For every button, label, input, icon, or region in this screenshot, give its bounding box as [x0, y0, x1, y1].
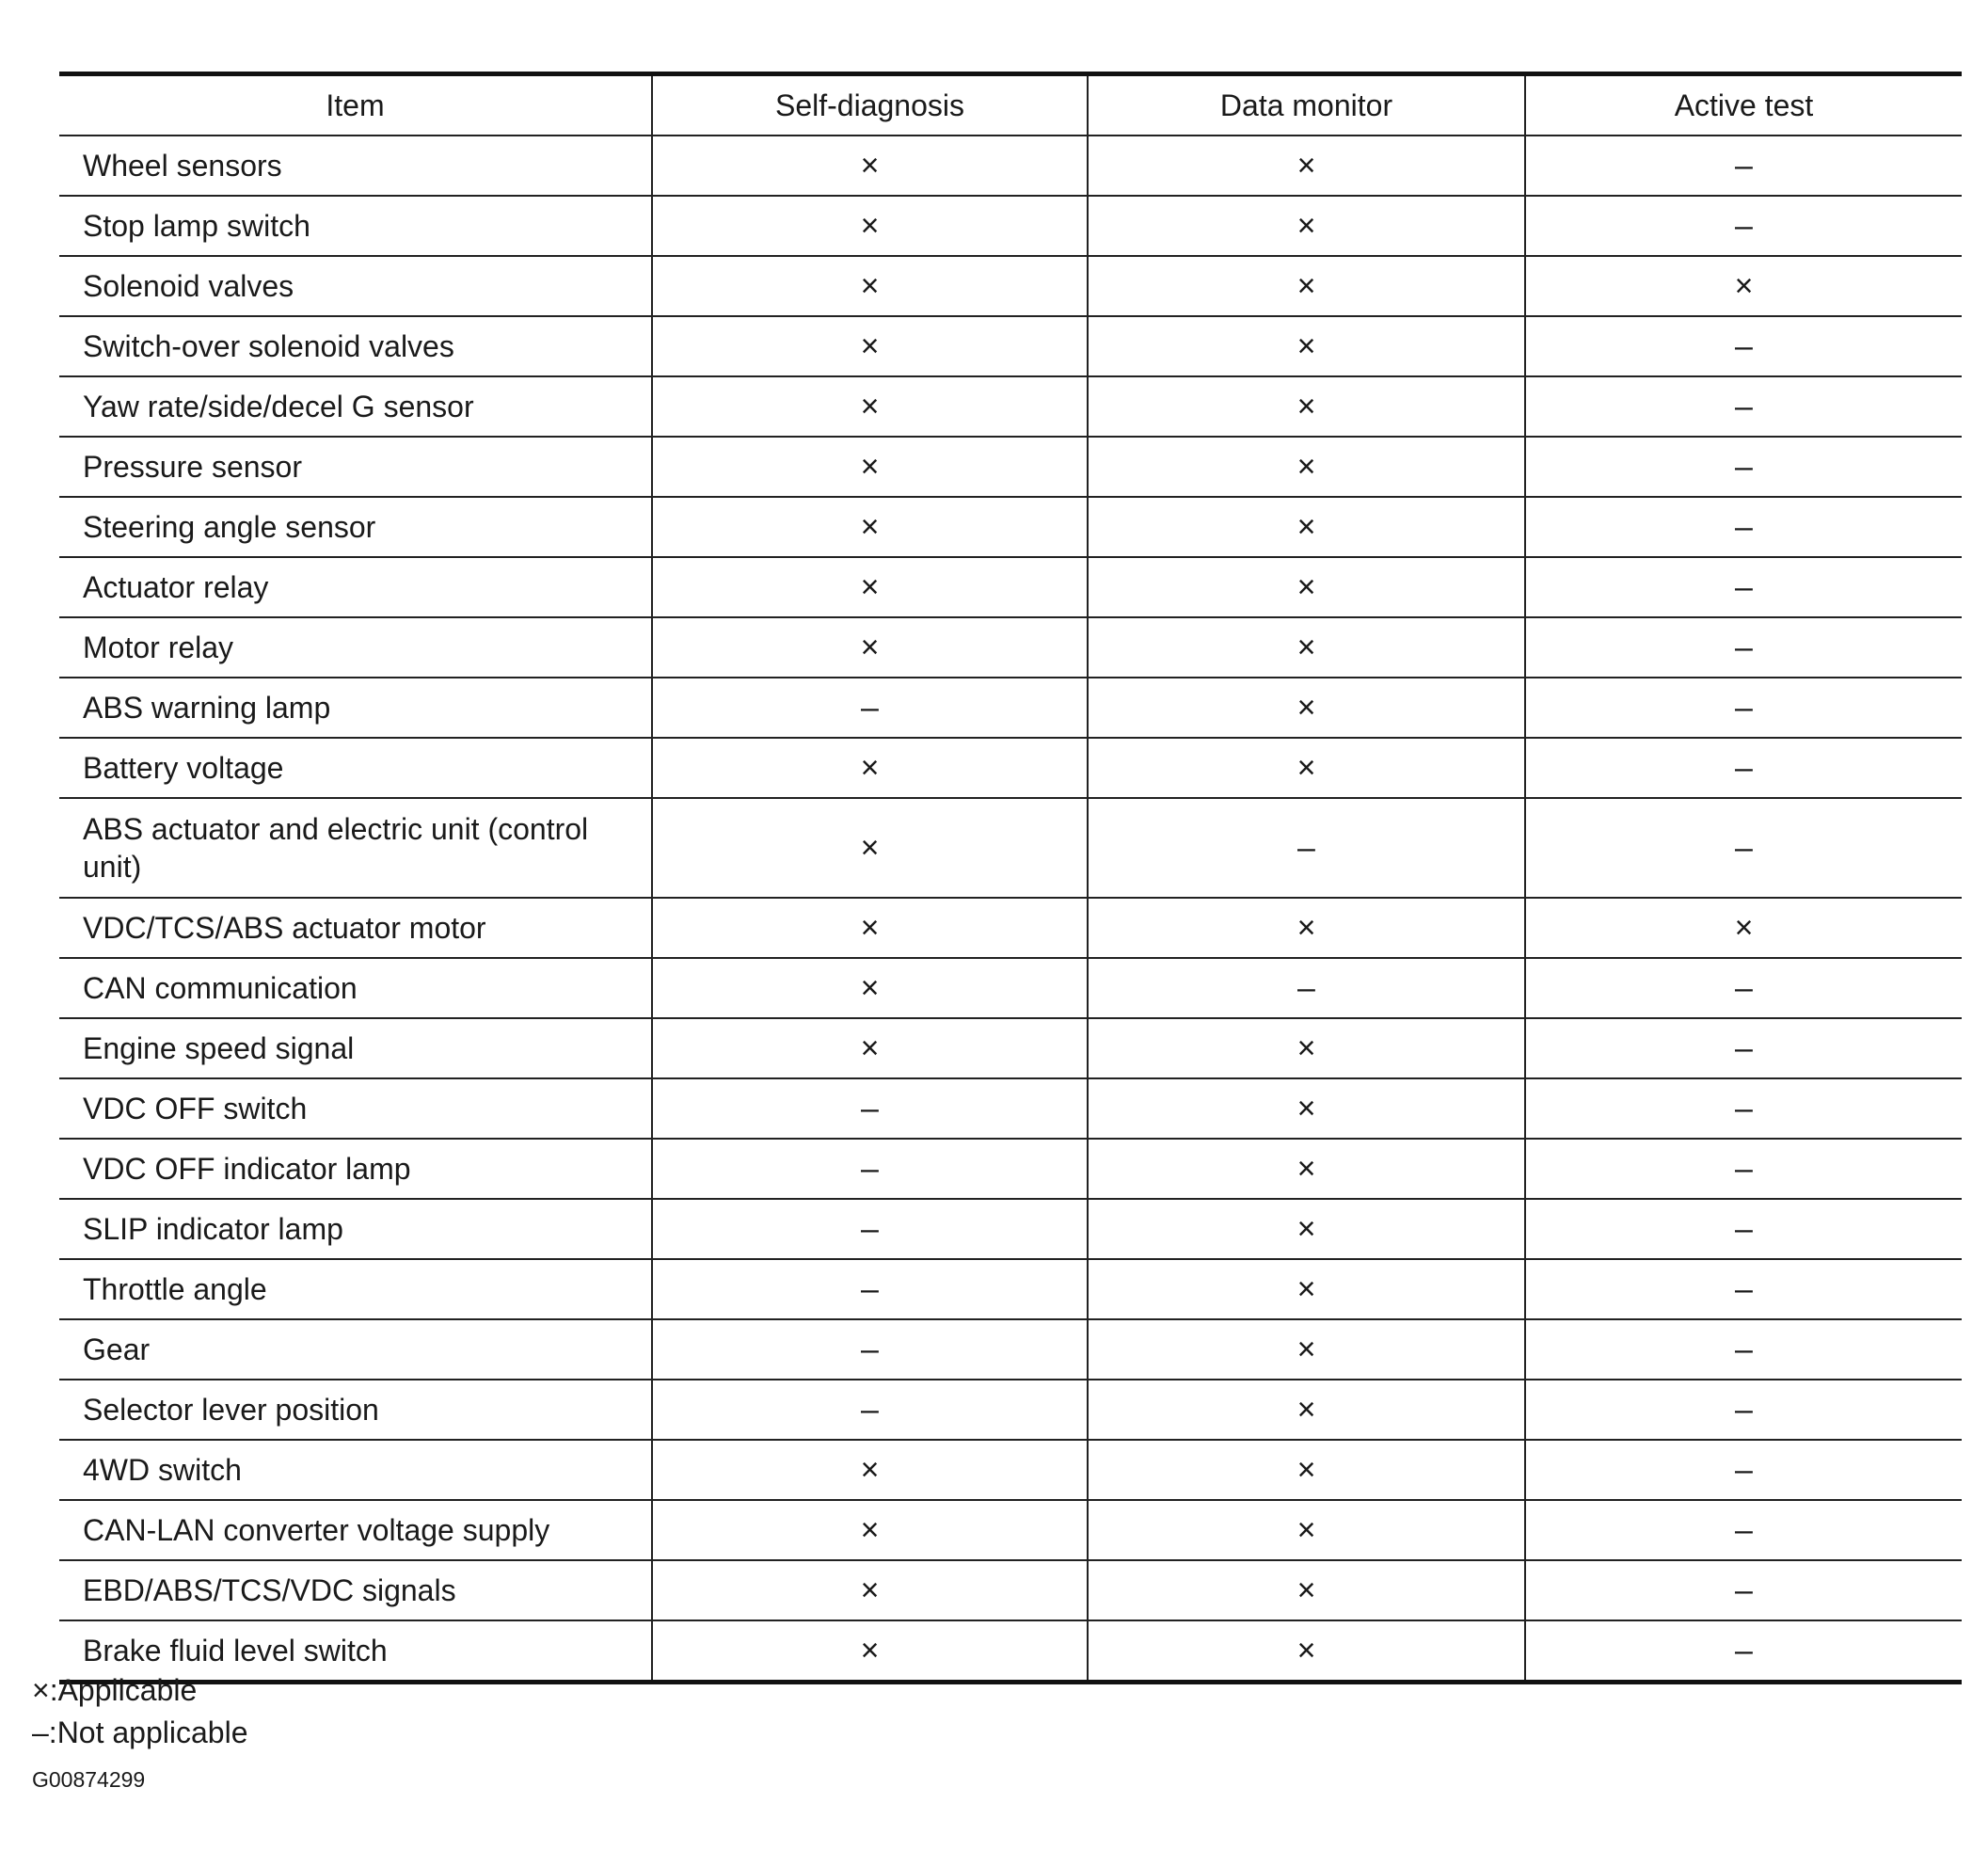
active-test-cell: ×	[1525, 898, 1962, 958]
data-monitor-cell: ×	[1088, 1259, 1525, 1319]
data-monitor-cell: ×	[1088, 1199, 1525, 1259]
self-diagnosis-cell: ×	[652, 958, 1088, 1018]
data-monitor-cell: ×	[1088, 1018, 1525, 1078]
data-monitor-cell: ×	[1088, 196, 1525, 256]
item-cell: Selector lever position	[59, 1380, 652, 1440]
active-test-cell: –	[1525, 1440, 1962, 1500]
table-row	[59, 738, 1962, 798]
self-diagnosis-cell: –	[652, 678, 1088, 738]
active-test-cell: –	[1525, 1380, 1962, 1440]
data-monitor-cell: ×	[1088, 1500, 1525, 1560]
table-row	[59, 1259, 1962, 1319]
table-row	[59, 316, 1962, 376]
item-cell: CAN-LAN converter voltage supply	[59, 1500, 652, 1560]
item-cell: VDC OFF switch	[59, 1078, 652, 1139]
data-monitor-cell: ×	[1088, 617, 1525, 678]
data-monitor-cell: ×	[1088, 1440, 1525, 1500]
active-test-cell: –	[1525, 1319, 1962, 1380]
active-test-cell: –	[1525, 738, 1962, 798]
table-row	[59, 1018, 1962, 1078]
item-cell: Motor relay	[59, 617, 652, 678]
self-diagnosis-cell: ×	[652, 1560, 1088, 1620]
active-test-cell: –	[1525, 196, 1962, 256]
item-cell: Switch-over solenoid valves	[59, 316, 652, 376]
data-monitor-cell: ×	[1088, 1078, 1525, 1139]
self-diagnosis-cell: ×	[652, 376, 1088, 437]
active-test-cell: –	[1525, 1199, 1962, 1259]
legend-applicable: ×:Applicable	[32, 1673, 198, 1707]
header-active-test: Active test	[1525, 74, 1962, 136]
data-monitor-cell: ×	[1088, 1620, 1525, 1683]
item-cell: SLIP indicator lamp	[59, 1199, 652, 1259]
active-test-cell: –	[1525, 617, 1962, 678]
table-row	[59, 1139, 1962, 1199]
table-row	[59, 497, 1962, 557]
data-monitor-cell: ×	[1088, 898, 1525, 958]
self-diagnosis-cell: ×	[652, 1500, 1088, 1560]
table-header-row	[59, 74, 1962, 136]
table-row	[59, 136, 1962, 196]
item-cell: Pressure sensor	[59, 437, 652, 497]
data-monitor-cell: ×	[1088, 738, 1525, 798]
data-monitor-cell: ×	[1088, 316, 1525, 376]
item-cell: Brake fluid level switch	[59, 1620, 652, 1683]
self-diagnosis-cell: ×	[652, 1620, 1088, 1683]
self-diagnosis-cell: –	[652, 1199, 1088, 1259]
active-test-cell: –	[1525, 1018, 1962, 1078]
self-diagnosis-cell: ×	[652, 1018, 1088, 1078]
self-diagnosis-cell: –	[652, 1380, 1088, 1440]
table-row	[59, 798, 1962, 898]
header-self-diagnosis: Self-diagnosis	[652, 74, 1088, 136]
table-row	[59, 437, 1962, 497]
active-test-cell: –	[1525, 1500, 1962, 1560]
data-monitor-cell: ×	[1088, 136, 1525, 196]
data-monitor-cell: –	[1088, 958, 1525, 1018]
active-test-cell: ×	[1525, 256, 1962, 316]
item-cell: 4WD switch	[59, 1440, 652, 1500]
data-monitor-cell: –	[1088, 798, 1525, 898]
self-diagnosis-cell: ×	[652, 437, 1088, 497]
self-diagnosis-cell: ×	[652, 196, 1088, 256]
table-row	[59, 1560, 1962, 1620]
active-test-cell: –	[1525, 1139, 1962, 1199]
active-test-cell: –	[1525, 1259, 1962, 1319]
data-monitor-cell: ×	[1088, 1380, 1525, 1440]
self-diagnosis-cell: ×	[652, 136, 1088, 196]
table-row	[59, 678, 1962, 738]
active-test-cell: –	[1525, 316, 1962, 376]
table-row	[59, 196, 1962, 256]
legend-not-applicable: –:Not applicable	[32, 1715, 248, 1749]
item-cell: Steering angle sensor	[59, 497, 652, 557]
item-cell: CAN communication	[59, 958, 652, 1018]
self-diagnosis-cell: ×	[652, 497, 1088, 557]
active-test-cell: –	[1525, 497, 1962, 557]
data-monitor-cell: ×	[1088, 557, 1525, 617]
data-monitor-cell: ×	[1088, 437, 1525, 497]
table-row	[59, 1380, 1962, 1440]
self-diagnosis-cell: ×	[652, 256, 1088, 316]
header-data-monitor: Data monitor	[1088, 74, 1525, 136]
table-body	[59, 136, 1962, 1683]
item-cell: Solenoid valves	[59, 256, 652, 316]
self-diagnosis-cell: ×	[652, 1440, 1088, 1500]
item-cell: Engine speed signal	[59, 1018, 652, 1078]
active-test-cell: –	[1525, 1078, 1962, 1139]
self-diagnosis-cell: –	[652, 1139, 1088, 1199]
item-cell: Battery voltage	[59, 738, 652, 798]
active-test-cell: –	[1525, 376, 1962, 437]
item-cell: Actuator relay	[59, 557, 652, 617]
diagnosis-table	[59, 72, 1962, 1684]
item-cell: VDC OFF indicator lamp	[59, 1139, 652, 1199]
item-cell: ABS actuator and electric unit (control unit)	[59, 798, 652, 898]
table-row	[59, 1319, 1962, 1380]
active-test-cell: –	[1525, 437, 1962, 497]
self-diagnosis-cell: ×	[652, 798, 1088, 898]
data-monitor-cell: ×	[1088, 497, 1525, 557]
self-diagnosis-cell: ×	[652, 617, 1088, 678]
item-cell: ABS warning lamp	[59, 678, 652, 738]
table-row	[59, 958, 1962, 1018]
self-diagnosis-cell: –	[652, 1078, 1088, 1139]
self-diagnosis-cell: ×	[652, 898, 1088, 958]
table-row	[59, 1440, 1962, 1500]
data-monitor-cell: ×	[1088, 678, 1525, 738]
self-diagnosis-cell: ×	[652, 557, 1088, 617]
data-monitor-cell: ×	[1088, 1139, 1525, 1199]
active-test-cell: –	[1525, 958, 1962, 1018]
item-cell: Stop lamp switch	[59, 196, 652, 256]
item-cell: Throttle angle	[59, 1259, 652, 1319]
table-row	[59, 557, 1962, 617]
table-row	[59, 1620, 1962, 1683]
data-monitor-cell: ×	[1088, 1319, 1525, 1380]
data-monitor-cell: ×	[1088, 1560, 1525, 1620]
table-row	[59, 898, 1962, 958]
active-test-cell: –	[1525, 678, 1962, 738]
header-item: Item	[59, 74, 652, 136]
self-diagnosis-cell: –	[652, 1259, 1088, 1319]
self-diagnosis-cell: ×	[652, 738, 1088, 798]
active-test-cell: –	[1525, 798, 1962, 898]
active-test-cell: –	[1525, 1560, 1962, 1620]
table-row	[59, 1078, 1962, 1139]
document-code: G00874299	[32, 1767, 146, 1792]
item-cell: Gear	[59, 1319, 652, 1380]
data-monitor-cell: ×	[1088, 256, 1525, 316]
item-cell: Yaw rate/side/decel G sensor	[59, 376, 652, 437]
table-row	[59, 256, 1962, 316]
active-test-cell: –	[1525, 557, 1962, 617]
active-test-cell: –	[1525, 1620, 1962, 1683]
self-diagnosis-cell: –	[652, 1319, 1088, 1380]
table-row	[59, 1199, 1962, 1259]
data-monitor-cell: ×	[1088, 376, 1525, 437]
table-row	[59, 1500, 1962, 1560]
item-cell: VDC/TCS/ABS actuator motor	[59, 898, 652, 958]
table-row	[59, 617, 1962, 678]
item-cell: EBD/ABS/TCS/VDC signals	[59, 1560, 652, 1620]
table-row	[59, 376, 1962, 437]
active-test-cell: –	[1525, 136, 1962, 196]
item-cell: Wheel sensors	[59, 136, 652, 196]
self-diagnosis-cell: ×	[652, 316, 1088, 376]
